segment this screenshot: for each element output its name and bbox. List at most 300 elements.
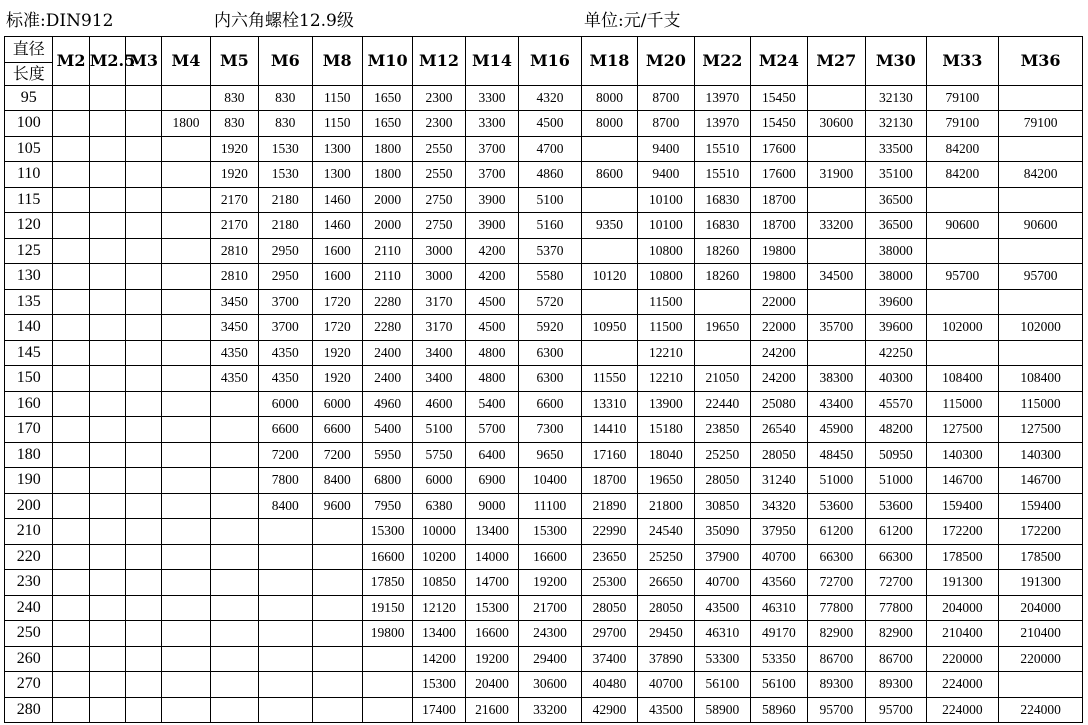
length-cell: 170 — [5, 417, 53, 443]
price-cell: 178500 — [926, 544, 999, 570]
price-cell: 90600 — [999, 213, 1083, 239]
price-cell — [53, 315, 89, 341]
price-cell: 7300 — [519, 417, 582, 443]
price-cell: 115000 — [999, 391, 1083, 417]
length-cell: 135 — [5, 289, 53, 315]
price-cell — [53, 340, 89, 366]
price-cell: 37900 — [694, 544, 750, 570]
price-cell: 5700 — [465, 417, 518, 443]
price-cell: 19150 — [362, 595, 412, 621]
price-cell — [210, 493, 258, 519]
price-cell — [162, 289, 210, 315]
price-cell: 39600 — [866, 289, 927, 315]
price-cell: 108400 — [926, 366, 999, 392]
price-cell: 4500 — [465, 315, 518, 341]
table-row — [5, 595, 1083, 621]
price-cell: 13400 — [413, 621, 465, 647]
price-cell: 224000 — [926, 697, 999, 723]
price-cell: 2300 — [413, 85, 465, 111]
price-cell — [694, 340, 750, 366]
price-cell — [162, 519, 210, 545]
corner-length-label: 长度 — [5, 62, 53, 85]
price-cell — [89, 697, 125, 723]
price-cell — [162, 162, 210, 188]
price-cell: 6400 — [465, 442, 518, 468]
column-header: M2.5 — [89, 37, 125, 86]
price-cell — [125, 111, 161, 137]
price-cell: 1530 — [259, 136, 312, 162]
price-cell — [125, 213, 161, 239]
price-cell — [89, 672, 125, 698]
length-cell: 240 — [5, 595, 53, 621]
price-cell — [125, 468, 161, 494]
price-cell: 4860 — [519, 162, 582, 188]
table-row — [5, 519, 1083, 545]
price-cell: 34320 — [751, 493, 807, 519]
price-cell: 12120 — [413, 595, 465, 621]
price-cell: 18040 — [638, 442, 694, 468]
price-cell: 2000 — [362, 187, 412, 213]
price-cell: 2110 — [362, 238, 412, 264]
price-cell: 220000 — [999, 646, 1083, 672]
price-cell: 28050 — [751, 442, 807, 468]
price-cell: 1300 — [312, 136, 362, 162]
price-cell: 220000 — [926, 646, 999, 672]
price-cell: 4200 — [465, 238, 518, 264]
price-cell: 46310 — [694, 621, 750, 647]
price-cell: 1920 — [210, 162, 258, 188]
price-cell — [694, 289, 750, 315]
price-cell — [125, 136, 161, 162]
price-cell: 22000 — [751, 315, 807, 341]
price-cell: 9600 — [312, 493, 362, 519]
price-cell: 10200 — [413, 544, 465, 570]
column-header: M2 — [53, 37, 89, 86]
column-header: M12 — [413, 37, 465, 86]
price-cell: 210400 — [926, 621, 999, 647]
price-cell — [89, 162, 125, 188]
price-cell: 56100 — [751, 672, 807, 698]
price-cell: 159400 — [999, 493, 1083, 519]
price-cell — [162, 697, 210, 723]
price-cell: 37400 — [581, 646, 637, 672]
price-cell: 5400 — [362, 417, 412, 443]
price-cell: 146700 — [926, 468, 999, 494]
price-cell: 53300 — [694, 646, 750, 672]
price-cell: 3700 — [465, 162, 518, 188]
price-cell: 2170 — [210, 213, 258, 239]
price-cell — [125, 672, 161, 698]
price-cell: 24200 — [751, 340, 807, 366]
price-cell: 10120 — [581, 264, 637, 290]
price-cell: 38000 — [866, 264, 927, 290]
price-cell — [162, 570, 210, 596]
price-cell — [53, 366, 89, 392]
price-cell — [89, 595, 125, 621]
price-cell: 2180 — [259, 187, 312, 213]
price-cell: 15300 — [465, 595, 518, 621]
price-cell: 32130 — [866, 111, 927, 137]
price-cell: 5950 — [362, 442, 412, 468]
price-cell: 84200 — [926, 136, 999, 162]
column-header: M14 — [465, 37, 518, 86]
price-cell: 33200 — [519, 697, 582, 723]
price-cell — [89, 264, 125, 290]
price-cell: 13970 — [694, 111, 750, 137]
price-cell: 1920 — [312, 340, 362, 366]
price-cell: 29450 — [638, 621, 694, 647]
price-cell: 13900 — [638, 391, 694, 417]
price-cell: 1530 — [259, 162, 312, 188]
price-cell — [53, 391, 89, 417]
price-cell — [162, 187, 210, 213]
header-row — [5, 37, 1083, 63]
price-cell: 23850 — [694, 417, 750, 443]
column-header: M22 — [694, 37, 750, 86]
price-cell: 13400 — [465, 519, 518, 545]
price-cell — [125, 289, 161, 315]
price-cell: 24200 — [751, 366, 807, 392]
price-cell: 8400 — [259, 493, 312, 519]
price-cell: 10400 — [519, 468, 582, 494]
price-cell — [89, 136, 125, 162]
price-cell: 95700 — [807, 697, 865, 723]
price-cell: 6600 — [312, 417, 362, 443]
price-cell — [89, 417, 125, 443]
price-cell: 17600 — [751, 136, 807, 162]
price-cell — [259, 621, 312, 647]
length-cell: 95 — [5, 85, 53, 111]
column-header: M20 — [638, 37, 694, 86]
price-cell: 86700 — [807, 646, 865, 672]
length-cell: 190 — [5, 468, 53, 494]
price-cell: 35700 — [807, 315, 865, 341]
price-cell: 30600 — [807, 111, 865, 137]
price-cell: 146700 — [999, 468, 1083, 494]
price-cell: 8700 — [638, 85, 694, 111]
price-cell: 12210 — [638, 340, 694, 366]
price-cell: 9650 — [519, 442, 582, 468]
price-cell — [162, 544, 210, 570]
price-cell: 2300 — [413, 111, 465, 137]
price-cell: 8000 — [581, 111, 637, 137]
length-cell: 200 — [5, 493, 53, 519]
price-cell — [162, 238, 210, 264]
table-row — [5, 136, 1083, 162]
price-cell — [581, 238, 637, 264]
price-cell — [53, 493, 89, 519]
price-cell: 4800 — [465, 366, 518, 392]
price-cell: 2400 — [362, 366, 412, 392]
price-cell — [125, 646, 161, 672]
price-cell: 204000 — [926, 595, 999, 621]
price-cell — [89, 340, 125, 366]
length-cell: 280 — [5, 697, 53, 723]
price-cell — [53, 544, 89, 570]
price-cell: 43500 — [638, 697, 694, 723]
price-cell — [89, 289, 125, 315]
price-cell: 140300 — [926, 442, 999, 468]
price-cell: 19200 — [465, 646, 518, 672]
price-cell: 34500 — [807, 264, 865, 290]
price-cell: 72700 — [866, 570, 927, 596]
table-row — [5, 162, 1083, 188]
price-cell: 2550 — [413, 162, 465, 188]
price-cell: 17160 — [581, 442, 637, 468]
price-cell: 6900 — [465, 468, 518, 494]
price-cell — [53, 417, 89, 443]
price-cell: 12210 — [638, 366, 694, 392]
price-cell — [162, 136, 210, 162]
price-cell: 9000 — [465, 493, 518, 519]
price-cell: 79100 — [999, 111, 1083, 137]
price-cell: 28050 — [581, 595, 637, 621]
price-cell: 86700 — [866, 646, 927, 672]
price-cell: 1800 — [162, 111, 210, 137]
price-cell — [807, 289, 865, 315]
price-cell — [999, 85, 1083, 111]
price-cell — [362, 672, 412, 698]
price-cell: 79100 — [926, 85, 999, 111]
price-cell — [162, 595, 210, 621]
price-cell — [362, 646, 412, 672]
price-cell: 10950 — [581, 315, 637, 341]
price-cell — [162, 442, 210, 468]
price-cell — [53, 162, 89, 188]
price-cell: 3450 — [210, 315, 258, 341]
price-cell — [162, 621, 210, 647]
price-cell: 37950 — [751, 519, 807, 545]
price-cell: 77800 — [866, 595, 927, 621]
price-cell: 4960 — [362, 391, 412, 417]
price-cell: 6600 — [519, 391, 582, 417]
price-cell: 42250 — [866, 340, 927, 366]
price-cell — [89, 238, 125, 264]
price-cell: 50950 — [866, 442, 927, 468]
price-cell — [210, 697, 258, 723]
price-cell: 51000 — [807, 468, 865, 494]
price-cell: 5160 — [519, 213, 582, 239]
price-cell: 77800 — [807, 595, 865, 621]
price-cell — [312, 697, 362, 723]
price-cell: 1800 — [362, 136, 412, 162]
price-cell: 21700 — [519, 595, 582, 621]
price-cell: 53600 — [866, 493, 927, 519]
price-cell: 1650 — [362, 85, 412, 111]
price-cell — [999, 289, 1083, 315]
length-cell: 140 — [5, 315, 53, 341]
price-cell: 21050 — [694, 366, 750, 392]
price-cell: 45570 — [866, 391, 927, 417]
price-cell: 22990 — [581, 519, 637, 545]
price-cell — [53, 264, 89, 290]
price-cell: 1920 — [210, 136, 258, 162]
price-cell: 830 — [259, 111, 312, 137]
price-cell: 2750 — [413, 213, 465, 239]
length-cell: 100 — [5, 111, 53, 137]
table-row — [5, 391, 1083, 417]
price-cell: 58960 — [751, 697, 807, 723]
price-cell: 19650 — [694, 315, 750, 341]
price-cell — [53, 136, 89, 162]
price-cell — [362, 697, 412, 723]
price-cell: 9400 — [638, 162, 694, 188]
price-cell: 8000 — [581, 85, 637, 111]
price-cell — [259, 697, 312, 723]
price-cell: 11100 — [519, 493, 582, 519]
price-cell: 40700 — [638, 672, 694, 698]
length-cell: 125 — [5, 238, 53, 264]
table-row — [5, 468, 1083, 494]
price-cell — [53, 570, 89, 596]
column-header: M5 — [210, 37, 258, 86]
price-cell — [312, 672, 362, 698]
price-cell: 127500 — [999, 417, 1083, 443]
price-cell — [210, 544, 258, 570]
price-cell: 19200 — [519, 570, 582, 596]
price-cell: 159400 — [926, 493, 999, 519]
price-cell: 4350 — [210, 340, 258, 366]
price-cell: 2400 — [362, 340, 412, 366]
price-cell — [926, 187, 999, 213]
price-cell: 18700 — [751, 187, 807, 213]
table-row — [5, 187, 1083, 213]
standard-label: 标准:DIN912 — [6, 11, 114, 31]
table-row — [5, 85, 1083, 111]
table-row — [5, 621, 1083, 647]
price-cell: 102000 — [926, 315, 999, 341]
price-cell: 172200 — [926, 519, 999, 545]
price-cell: 26540 — [751, 417, 807, 443]
price-cell: 10800 — [638, 264, 694, 290]
price-cell — [926, 238, 999, 264]
price-cell — [210, 442, 258, 468]
price-cell: 16830 — [694, 187, 750, 213]
price-cell: 89300 — [866, 672, 927, 698]
price-cell: 43560 — [751, 570, 807, 596]
price-cell: 224000 — [999, 697, 1083, 723]
price-cell — [89, 468, 125, 494]
length-cell: 230 — [5, 570, 53, 596]
price-cell: 13970 — [694, 85, 750, 111]
price-cell: 4500 — [465, 289, 518, 315]
price-cell: 17600 — [751, 162, 807, 188]
price-cell: 1460 — [312, 187, 362, 213]
price-cell: 115000 — [926, 391, 999, 417]
price-cell: 14200 — [413, 646, 465, 672]
price-cell: 33200 — [807, 213, 865, 239]
price-cell: 7800 — [259, 468, 312, 494]
column-header: M30 — [866, 37, 927, 86]
column-header: M4 — [162, 37, 210, 86]
price-cell: 61200 — [807, 519, 865, 545]
price-cell: 4350 — [259, 366, 312, 392]
price-cell: 66300 — [807, 544, 865, 570]
price-cell — [162, 340, 210, 366]
price-cell — [89, 111, 125, 137]
price-cell — [210, 417, 258, 443]
price-cell: 31240 — [751, 468, 807, 494]
price-cell: 19800 — [751, 238, 807, 264]
price-cell: 24300 — [519, 621, 582, 647]
price-cell: 1720 — [312, 289, 362, 315]
price-cell: 10850 — [413, 570, 465, 596]
price-cell: 13310 — [581, 391, 637, 417]
table-row — [5, 697, 1083, 723]
price-cell — [125, 315, 161, 341]
price-cell: 82900 — [807, 621, 865, 647]
price-cell: 51000 — [866, 468, 927, 494]
length-cell: 150 — [5, 366, 53, 392]
price-cell: 19800 — [362, 621, 412, 647]
price-cell: 1600 — [312, 238, 362, 264]
price-cell: 8700 — [638, 111, 694, 137]
length-cell: 115 — [5, 187, 53, 213]
price-cell — [312, 646, 362, 672]
price-cell: 127500 — [926, 417, 999, 443]
price-cell — [162, 646, 210, 672]
table-row — [5, 570, 1083, 596]
length-cell: 270 — [5, 672, 53, 698]
table-row — [5, 111, 1083, 137]
price-cell: 16600 — [519, 544, 582, 570]
price-cell: 36500 — [866, 213, 927, 239]
length-cell: 105 — [5, 136, 53, 162]
price-cell: 18260 — [694, 264, 750, 290]
price-table — [4, 36, 1083, 723]
price-cell: 19800 — [751, 264, 807, 290]
price-cell — [210, 519, 258, 545]
price-cell — [53, 672, 89, 698]
price-cell: 18700 — [751, 213, 807, 239]
price-cell: 4800 — [465, 340, 518, 366]
price-cell — [999, 340, 1083, 366]
price-cell: 5920 — [519, 315, 582, 341]
price-cell — [259, 646, 312, 672]
price-cell: 3170 — [413, 289, 465, 315]
price-cell: 82900 — [866, 621, 927, 647]
price-cell: 2280 — [362, 289, 412, 315]
price-cell — [259, 544, 312, 570]
price-cell: 66300 — [866, 544, 927, 570]
length-cell: 130 — [5, 264, 53, 290]
price-cell: 3450 — [210, 289, 258, 315]
price-cell: 89300 — [807, 672, 865, 698]
price-cell — [162, 417, 210, 443]
price-cell — [125, 238, 161, 264]
price-cell: 49170 — [751, 621, 807, 647]
price-cell — [125, 442, 161, 468]
product-title: 内六角螺栓12.9级 — [214, 11, 354, 31]
price-cell: 95700 — [926, 264, 999, 290]
price-cell: 23650 — [581, 544, 637, 570]
price-cell: 11500 — [638, 289, 694, 315]
price-cell — [125, 621, 161, 647]
price-cell — [125, 595, 161, 621]
price-cell: 1300 — [312, 162, 362, 188]
price-cell: 4320 — [519, 85, 582, 111]
column-header: M33 — [926, 37, 999, 86]
price-cell: 2810 — [210, 264, 258, 290]
price-cell: 43400 — [807, 391, 865, 417]
price-cell: 210400 — [999, 621, 1083, 647]
price-cell: 5100 — [413, 417, 465, 443]
price-cell: 14000 — [465, 544, 518, 570]
price-cell: 4700 — [519, 136, 582, 162]
price-cell: 1150 — [312, 85, 362, 111]
table-row — [5, 442, 1083, 468]
price-cell: 2110 — [362, 264, 412, 290]
